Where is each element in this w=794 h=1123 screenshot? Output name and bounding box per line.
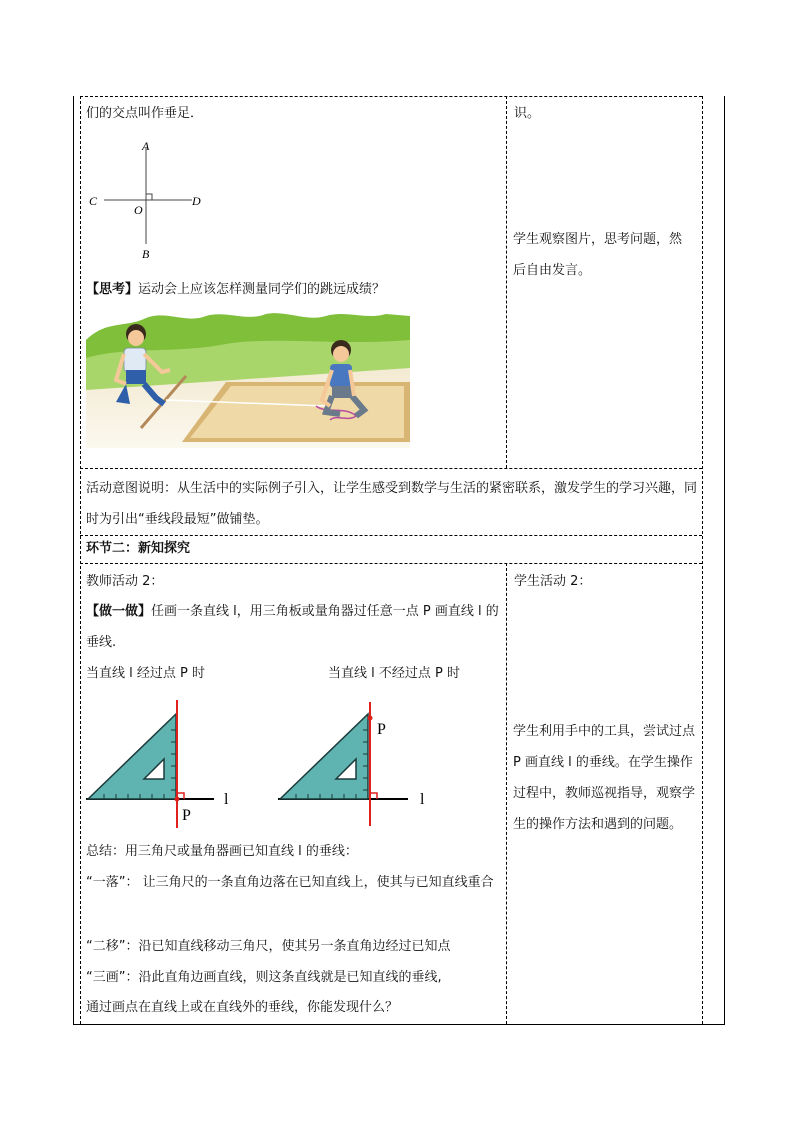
activity-intent: 活动意图说明：从生活中的实际例子引入，让学生感受到数学与生活的紧密联系，激发学生的学习兴趣，同时为引出“垂线段最短”做铺垫。 [86, 481, 698, 527]
task-text: 任画一条直线 l，用三角板或量角器过任意一点 P 画直线 l 的垂线. [86, 604, 499, 650]
case1-label: 当直线 l 经过点 P 时 [86, 666, 205, 681]
label-d: D [192, 194, 201, 208]
long-jump-illustration [86, 310, 410, 448]
perpendicular-figure [84, 136, 214, 262]
think-line [86, 280, 385, 300]
label-o: O [134, 203, 143, 217]
think-text: 运动会上应该怎样测量同学们的跳远成绩？ [138, 282, 386, 297]
row-divider-3 [80, 563, 702, 564]
right-top-text: 识。 [514, 106, 541, 121]
label-a: A [142, 139, 150, 153]
l-label-2: l [420, 791, 425, 808]
step2-text: “二移”：沿已知直线移动三角尺，使其另一条直角边经过已知点 [86, 939, 451, 954]
section-title: 环节二：新知探究 [86, 541, 191, 556]
step3-text: “三画”：沿此直角边画直线，则这条直线就是已知直线的垂线, [86, 970, 442, 985]
question-text: 通过画点在直线上或在直线外的垂线，你能发现什么？ [86, 1000, 399, 1015]
column-divider-row4 [506, 563, 507, 1024]
label-b: B [142, 247, 150, 261]
table-top-border [80, 96, 702, 97]
summary-text: 总结：用三角尺或量角器画已知直线 l 的垂线： [86, 844, 358, 859]
table-inner-border-right [702, 96, 703, 1024]
table-inner-border-left [80, 96, 81, 1024]
p-label-2: P [377, 721, 386, 738]
triangle-diagram-on-line [84, 700, 244, 830]
task-paragraph [86, 596, 504, 658]
think-tag: 【思考】 [86, 282, 139, 297]
student-heading: 学生活动 2： [514, 574, 592, 589]
student-activity-text: 学生利用手中的工具，尝试过点 P 画直线 l 的垂线。在学生操作过程中，教师巡视指导，观察学生的操作方法和遇到的问题。 [513, 724, 696, 832]
case2-label: 当直线 l 不经过点 P 时 [328, 666, 460, 681]
teacher-heading: 教师活动 2： [86, 574, 164, 589]
student-observe-text: 学生观察图片，思考问题，然后自由发言。 [513, 232, 683, 278]
step1-text: “一落”： 让三角尺的一条直角边落在已知直线上，使其与已知直线重合 [86, 875, 494, 890]
p-label-1: P [182, 807, 191, 824]
label-c: C [89, 194, 98, 208]
task-tag: 【做一做】 [86, 604, 152, 619]
left-top-text: 们的交点叫作垂足． [86, 106, 204, 121]
row-divider-2 [80, 535, 702, 536]
column-divider-row1 [506, 96, 507, 468]
l-label-1: l [224, 791, 229, 808]
triangle-diagram-off-line [276, 700, 436, 830]
row-divider-1 [80, 468, 702, 469]
